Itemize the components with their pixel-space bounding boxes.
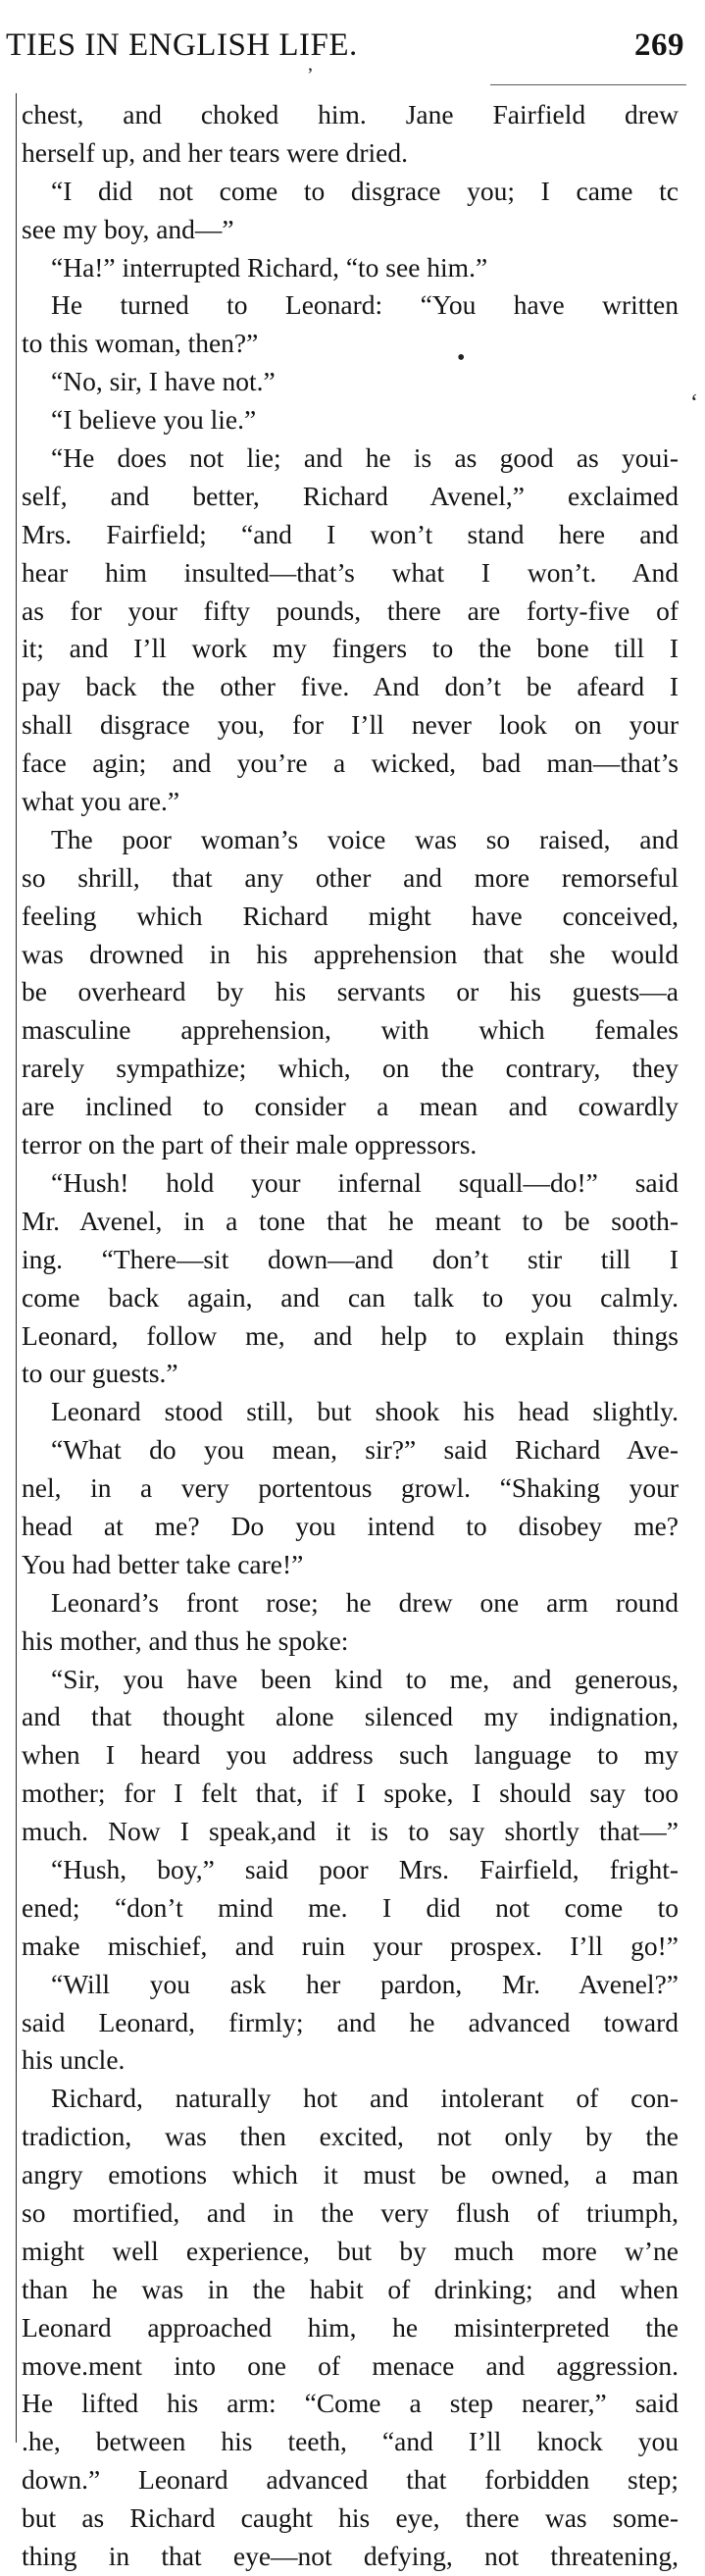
text-line: down.” Leonard advanced that forbidden step; xyxy=(22,2464,679,2496)
text-line: so mortified, and in the very flush of triumph, xyxy=(22,2196,679,2228)
text-line: You had better take care!” xyxy=(22,1548,304,1579)
text-line: “What do you mean, sir?” said Richard Ave- xyxy=(51,1434,679,1466)
text-line: He turned to Leonard: “You have written xyxy=(51,289,679,321)
stray-mark: • xyxy=(457,345,466,371)
text-line: was drowned in his apprehension that she would xyxy=(22,938,679,969)
text-line: Mr. Avenel, in a tone that he meant to be sooth- xyxy=(22,1205,679,1236)
text-line: as for your fifty pounds, there are forty-five of xyxy=(22,594,679,626)
stray-mark: ʻ xyxy=(690,390,698,416)
text-line: rarely sympathize; which, on the contrary, they xyxy=(22,1053,679,1084)
stray-mark: ʼ xyxy=(307,65,314,86)
text-line: mother; for I felt that, if I spoke, I should say too xyxy=(22,1777,679,1809)
text-line: but as Richard caught his eye, there was some- xyxy=(22,2502,679,2534)
text-line: Leonard’s front rose; he drew one arm round xyxy=(51,1586,679,1618)
text-line: chest, and choked him. Jane Fairfield drew xyxy=(22,99,679,129)
text-line: much. Now I speak,and it is to say shortly that—” xyxy=(22,1816,679,1847)
text-line: so shrill, that any other and more remorseful xyxy=(22,861,679,893)
text-line: “Will you ask her pardon, Mr. Avenel?” xyxy=(51,1968,679,1999)
text-line: to our guests.” xyxy=(22,1358,178,1389)
text-line: make mischief, and ruin your prospex. I’ll go!” xyxy=(22,1930,679,1961)
text-line: hear him insulted—that’s what I won’t. And xyxy=(22,556,679,588)
margin-rule xyxy=(16,93,17,2443)
text-line: “He does not lie; and he is as good as youi- xyxy=(51,442,679,474)
text-line: see my boy, and—” xyxy=(22,213,234,244)
text-line: his mother, and thus he spoke: xyxy=(22,1624,349,1656)
text-line: thing in that eye—not defying, not threatening, xyxy=(22,2541,679,2571)
text-line: face agin; and you’re a wicked, bad man—that’s xyxy=(22,747,679,779)
text-line: than he was in the habit of drinking; and when xyxy=(22,2273,679,2304)
text-line: move.ment into one of menace and aggression. xyxy=(22,2349,679,2381)
text-line: to this woman, then?” xyxy=(22,328,259,359)
text-line: Mrs. Fairfield; “and I won’t stand here and xyxy=(22,518,679,549)
text-line: tradiction, was then excited, not only by the xyxy=(22,2121,679,2152)
text-line: feeling which Richard might have conceived, xyxy=(22,900,679,931)
text-line: “Sir, you have been kind to me, and generous, xyxy=(51,1663,679,1694)
text-line: Richard, naturally hot and intolerant of con- xyxy=(51,2083,679,2114)
text-line: head at me? Do you intend to disobey me? xyxy=(22,1510,679,1541)
text-line: pay back the other five. And don’t be afeard I xyxy=(22,671,679,702)
text-line: and that thought alone silenced my indignation, xyxy=(22,1701,679,1732)
text-line: ened; “don’t mind me. I did not come to xyxy=(22,1891,679,1923)
text-line: Leonard stood still, but shook his head slightly. xyxy=(51,1396,679,1427)
text-line: might well experience, but by much more w’ne xyxy=(22,2235,679,2266)
text-line: “I believe you lie.” xyxy=(51,404,257,436)
running-head: TIES IN ENGLISH LIFE. xyxy=(6,27,358,63)
text-line: “No, sir, I have not.” xyxy=(51,366,276,397)
text-line: “Ha!” interrupted Richard, “to see him.” xyxy=(51,251,488,283)
text-line: masculine apprehension, with which females xyxy=(22,1014,679,1046)
text-line: be overheard by his servants or his guests—a xyxy=(22,976,679,1007)
text-line: it; and I’ll work my fingers to the bone till I xyxy=(22,633,679,664)
body-text xyxy=(22,96,679,2576)
text-line: Leonard, follow me, and help to explain things xyxy=(22,1319,679,1351)
text-line: “Hush, boy,” said poor Mrs. Fairfield, fright- xyxy=(51,1853,679,1884)
text-line: his uncle. xyxy=(22,2044,126,2076)
text-line: “Hush! hold your infernal squall—do!” said xyxy=(51,1166,679,1198)
text-line: He lifted his arm: “Come a step nearer,” said xyxy=(22,2388,679,2419)
text-line: nel, in a very portentous growl. “Shaking your xyxy=(22,1472,679,1504)
text-line: The poor woman’s voice was so raised, and xyxy=(51,823,679,854)
text-line: shall disgrace you, for I’ll never look on your xyxy=(22,709,679,741)
text-line: when I heard you address such language to my xyxy=(22,1739,679,1771)
text-line: Leonard approached him, he misinterpreted the xyxy=(22,2311,679,2343)
text-line: “I did not come to disgrace you; I came tc xyxy=(51,175,679,206)
text-line: self, and better, Richard Avenel,” exclaimed xyxy=(22,480,679,511)
text-line: ing. “There—sit down—and don’t stir till I xyxy=(22,1243,679,1274)
text-line: said Leonard, firmly; and he advanced toward xyxy=(22,2006,679,2037)
text-line: herself up, and her tears were dried. xyxy=(22,136,408,168)
text-line: terror on the part of their male oppressors. xyxy=(22,1129,478,1160)
text-line: what you are.” xyxy=(22,786,180,817)
page-number: 269 xyxy=(634,27,684,63)
text-line: are inclined to consider a mean and cowardly xyxy=(22,1091,679,1122)
text-line: come back again, and can talk to you calmly. xyxy=(22,1281,679,1313)
text-line: .he, between his teeth, “and I’ll knock you xyxy=(22,2426,679,2457)
page-header xyxy=(6,27,684,67)
text-line: angry emotions which it must be owned, a man xyxy=(22,2159,679,2190)
header-rule xyxy=(490,84,686,85)
